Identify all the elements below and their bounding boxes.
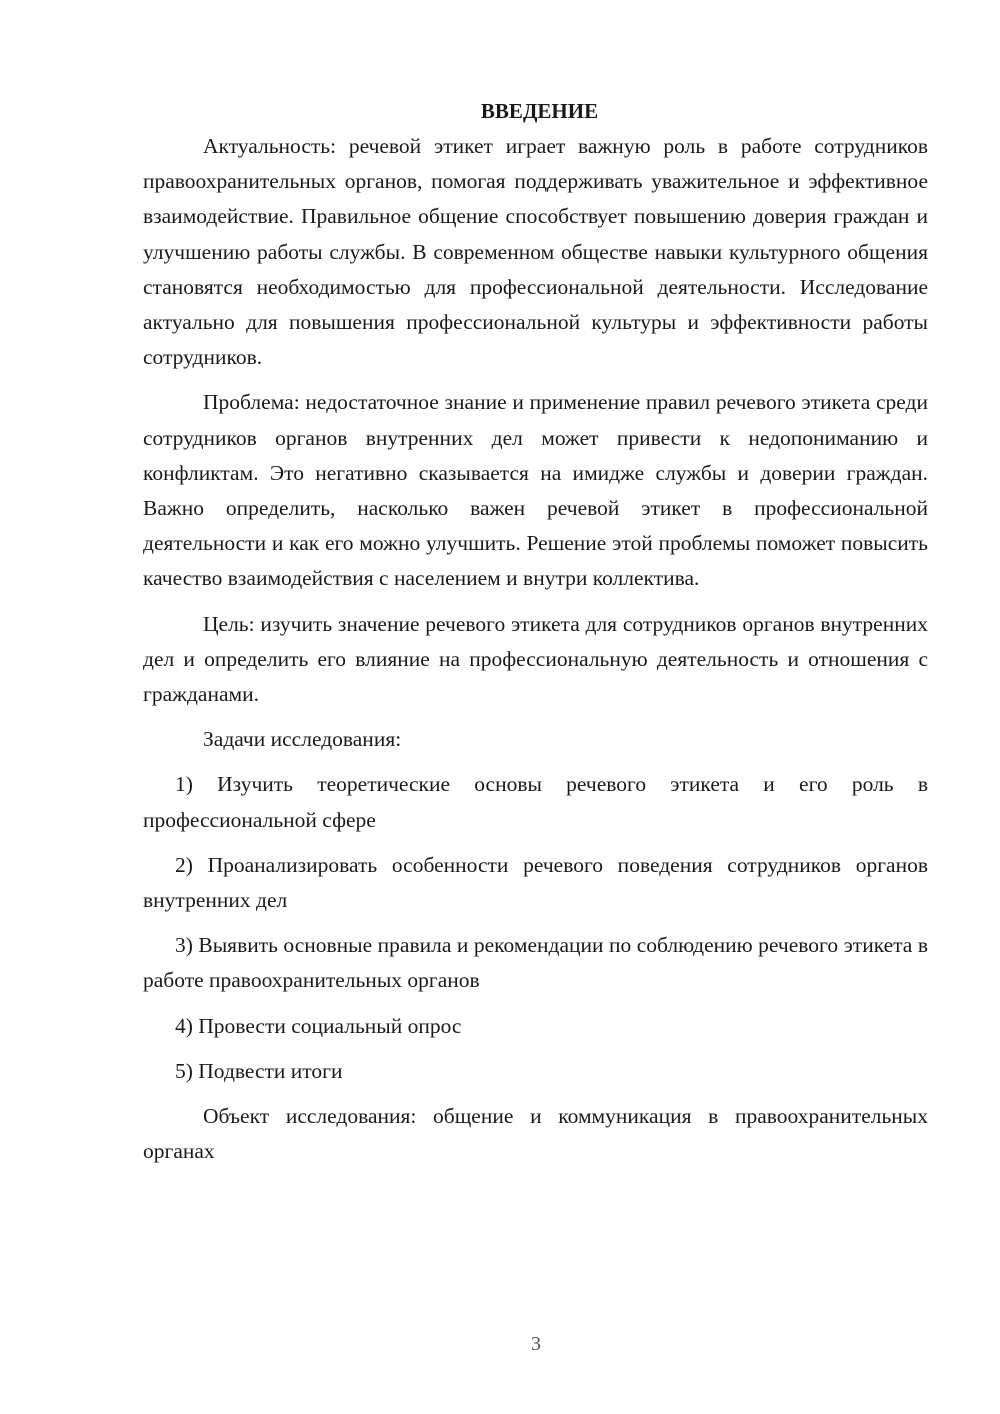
page-title: ВВЕДЕНИЕ xyxy=(480,99,599,123)
task-item-1: 1) Изучить теоретические основы речевого этикета и его роль в профессиональной сфере xyxy=(143,772,928,832)
problem-paragraph: Проблема: недостаточное знание и применение правил речевого этикета среди сотрудников органов внутренних дел может привести к недопониманию и конфликтам. Это негативно сказывается на имидже службы и доверии граждан. Важно определить, насколько важен речевой этикет в профессиональной деятельности и как его можно улучшить. Решение этой проблемы поможет повысить качество взаимодействия с населением и внутри коллектива. xyxy=(143,390,928,591)
task-item-2: 2) Проанализировать особенности речевого поведения сотрудников органов внутренних дел xyxy=(143,852,928,913)
task-item-3: 3) Выявить основные правила и рекомендации по соблюдению речевого этикета в работе правоохранительных органов xyxy=(143,933,928,993)
goal-paragraph: Цель: изучить значение речевого этикета для сотрудников органов внутренних дел и определить его влияние на профессиональную деятельность и отношения с гражданами. xyxy=(143,611,928,707)
task-item-5: 5) Подвести итоги xyxy=(175,1058,343,1083)
object-paragraph: Объект исследования: общение и коммуникация в правоохранительных органах xyxy=(143,1104,928,1164)
page-number: 3 xyxy=(531,1333,541,1355)
relevance-paragraph: Актуальность: речевой этикет играет важную роль в работе сотрудников правоохранительных органов, помогая поддерживать уважительное и эффективное взаимодействие. Правильное общение способствует повышению доверия граждан и улучшению работы службы. В современном обществе навыки культурного общения становятся необходимостью для профессиональной деятельности. Исследование актуально для повышения профессиональной культуры и эффективности работы сотрудников. xyxy=(143,134,928,370)
document-page xyxy=(143,94,928,1179)
tasks-heading: Задачи исследования: xyxy=(203,727,402,752)
task-item-4: 4) Провести социальный опрос xyxy=(175,1013,462,1038)
